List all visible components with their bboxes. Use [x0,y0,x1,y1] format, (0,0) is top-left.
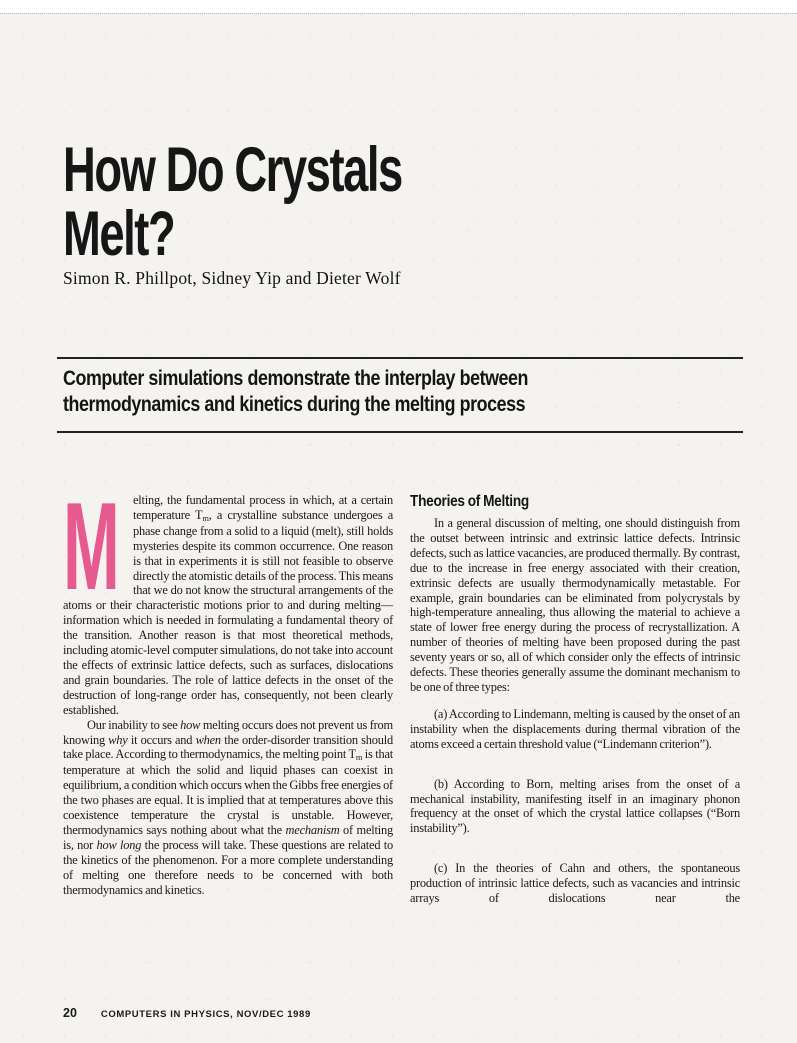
standfirst-text: Computer simulations demonstrate the interplay between thermodynamics and kinetics during the melting process [63,367,529,416]
body-text: elting, the fundamental process in which, at a certain temperature $T_m$, a crystalline substance undergoes a phase change from a solid to a liquid (melt), still holds mysteries despite its common occurrence. One reason is that in experiments it is still not feasible to observe directly the atomistic details of the process. This means that we do not know the structural arrangements of the atoms or their characteristic motions prior to and during melting—information which is needed in formulating a fundamental theory of the transition. Another reason is that most theoretical methods, including atomic-level computer simulations, do not take into account the effects of extrinsic lattice defects, such as surfaces, dislocations and grain boundaries. The role of lattice defects in the onset of the destruction of long-range order has, consequently, not been clearly established. [63,493,393,717]
drop-cap [63,493,133,616]
body-paragraph [63,493,393,718]
left-column [63,493,393,1033]
body-paragraph-item-a: (a) According to Lindemann, melting is caused by the onset of an instability when the displacements during thermal vibration of the atoms exceed a certain threshold value (“Lindemann criterion”). [410,706,740,751]
body-paragraph-item-b: (b) According to Born, melting arises from the onset of a mechanical instability, manifesting itself in an imaginary phonon frequency at the onset of which the crystal lattice collapses (“Born instability”). [410,776,740,836]
page-footer [63,1006,311,1020]
footer-journal-title: COMPUTERS IN PHYSICS, NOV/DEC 1989 [100,1009,311,1020]
footer-page-number: 20 [63,1006,77,1020]
body-paragraph-item-c: (c) In the theories of Cahn and others, the spontaneous production of intrinsic lattice defects, such as vacancies and intrinsic arrays of dislocations near the [410,861,740,906]
right-column [410,493,740,1033]
standfirst-box [57,357,743,433]
page-title: How Do Crystals Melt? [63,135,402,270]
scanned-page [0,13,797,1043]
drop-cap-letter: M [63,493,120,616]
body-paragraph: Our inability to see how melting occurs does not prevent us from knowing why it occurs and when the order-disorder transition should take place. According to thermodynamics, the melting point $T_m$ is that temperature at which the solid and liquid phases can coexist in equilibrium, a condition which occurs when the Gibbs free energies of the two phases are equal. It is implied that at temperatures above this coexistence temperature the crystal is unstable. However, thermodynamics says nothing about what the mechanism of melting is, nor how long the process will take. These questions are related to the kinetics of the phenomenon. For a more complete understanding of melting one therefore needs to be concerned with both thermodynamics and kinetics. [63,717,394,897]
body-paragraph: In a general discussion of melting, one should distinguish from the outset between intrinsic and extrinsic lattice defects. Intrinsic defects, such as lattice vacancies, are produced thermally. By contrast, due to the increase in free energy associated with their creation, extrinsic defects are usually thermodynamically metastable. For example, grain boundaries can be eliminated from polycrystals by high-temperature annealing, thus allowing the material to achieve a state of lower free energy during the process of recrystallization. A number of theories of melting have been proposed during the past seventy years or so, all of which consider only the effects of intrinsic defects. These theories generally assume the dominant mechanism to be one of three types: [410,516,740,694]
section-heading: Theories of Melting [410,493,529,510]
article-columns [63,493,741,1033]
authors-line: Simon R. Phillpot, Sidney Yip and Dieter Wolf [63,268,401,288]
